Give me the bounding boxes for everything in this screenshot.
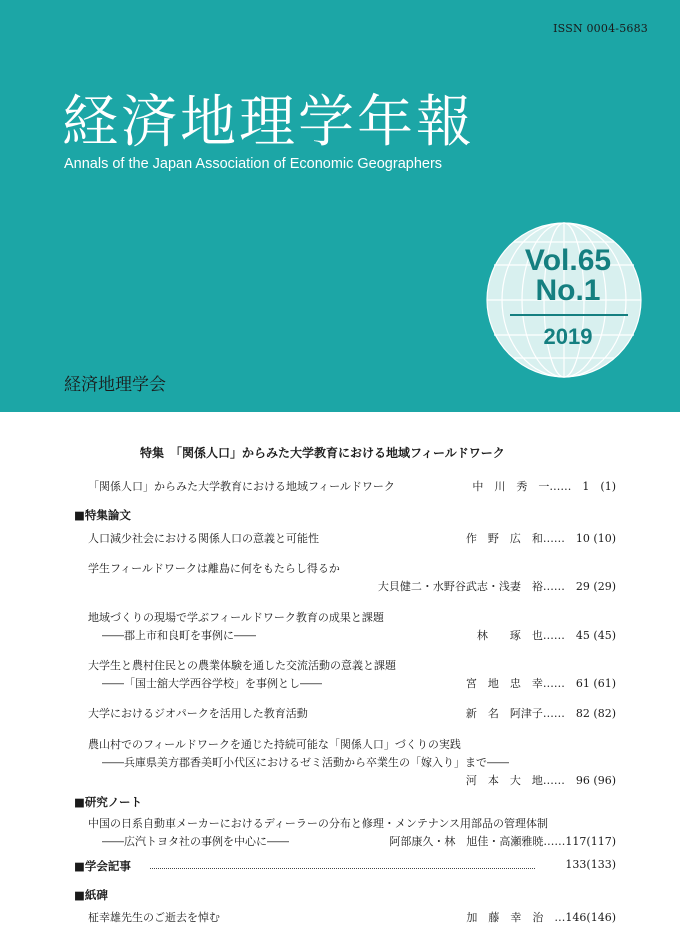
toc-subtitle: ――兵庫県美方郡香美町小代区におけるゼミ活動から卒業生の「嫁入り」まで―― bbox=[102, 756, 509, 769]
toc-title[interactable]: 「関係人口」からみた大学教育における地域フィールドワーク bbox=[88, 480, 395, 493]
toc-author-page: 宮 地 忠 幸…… 61 (61) bbox=[465, 677, 616, 690]
toc-author-page: 大貝健二・水野谷武志・浅妻 裕…… 29 (29) bbox=[377, 580, 616, 593]
section-heading[interactable]: ■学会記事 bbox=[74, 859, 131, 873]
toc-author-page: 林 琢 也…… 45 (45) bbox=[476, 629, 616, 642]
section-heading: ■研究ノート bbox=[74, 795, 143, 809]
toc-title[interactable]: 大学生と農村住民との農業体験を通した交流活動の意義と課題 bbox=[88, 659, 396, 672]
volume-number bbox=[508, 246, 628, 306]
journal-title: 経済地理学年報 bbox=[62, 90, 475, 155]
toc-subtitle: ――「国士舘大学西谷学校」を事例とし―― bbox=[102, 677, 322, 690]
toc-title[interactable]: 学生フィールドワークは離島に何をもたらし得るか bbox=[88, 562, 340, 575]
special-issue-heading: 特集 「関係人口」からみた大学教育における地域フィールドワーク bbox=[140, 446, 505, 460]
toc-subtitle: ――広汽トヨタ社の事例を中心に―― bbox=[102, 835, 289, 848]
toc-title[interactable]: 柾幸雄先生のご逝去を悼む bbox=[88, 911, 220, 924]
volume: Vol.65 bbox=[524, 244, 612, 277]
cover-header bbox=[0, 0, 680, 412]
section-heading: ■特集論文 bbox=[74, 508, 131, 522]
journal-subtitle: Annals of the Japan Association of Economic Geographers bbox=[64, 156, 443, 172]
toc-title[interactable]: 地域づくりの現場で学ぶフィールドワーク教育の成果と課題 bbox=[88, 611, 384, 624]
toc-title[interactable]: 人口減少社会における関係人口の意義と可能性 bbox=[88, 532, 319, 545]
toc-title[interactable]: 中国の日系自動車メーカーにおけるディーラーの分布と修理・メンテナンス用部品の管理体制 bbox=[88, 817, 549, 830]
dot-leader bbox=[150, 868, 535, 869]
toc-subtitle: ――郡上市和良町を事例に―― bbox=[102, 629, 256, 642]
toc-author-page: 加 藤 幸 治 …146(146) bbox=[466, 911, 616, 924]
toc-author-page: 河 本 大 地…… 96 (96) bbox=[465, 774, 616, 787]
toc-author-page: 阿部康久・林 旭佳・高瀬雅暁……117(117) bbox=[389, 835, 616, 848]
toc-page: 133(133) bbox=[565, 858, 616, 871]
toc-title[interactable]: 農山村でのフィールドワークを通じた持続可能な「関係人口」づくりの実践 bbox=[88, 738, 461, 751]
issn: ISSN 0004-5683 bbox=[553, 22, 648, 35]
issue-year: 2019 bbox=[543, 324, 593, 349]
toc-author-page: 作 野 広 和…… 10 (10) bbox=[465, 532, 616, 545]
section-heading: ■紙碑 bbox=[74, 888, 108, 902]
toc-author-page: 新 名 阿津子…… 82 (82) bbox=[465, 707, 616, 720]
emblem-divider bbox=[510, 314, 628, 316]
issue-number: No.1 bbox=[535, 274, 601, 307]
toc-author-page: 中 川 秀 一…… 1 (1) bbox=[472, 480, 616, 493]
publisher-name: 経済地理学会 bbox=[64, 375, 166, 395]
toc-title[interactable]: 大学におけるジオパークを活用した教育活動 bbox=[88, 707, 308, 720]
